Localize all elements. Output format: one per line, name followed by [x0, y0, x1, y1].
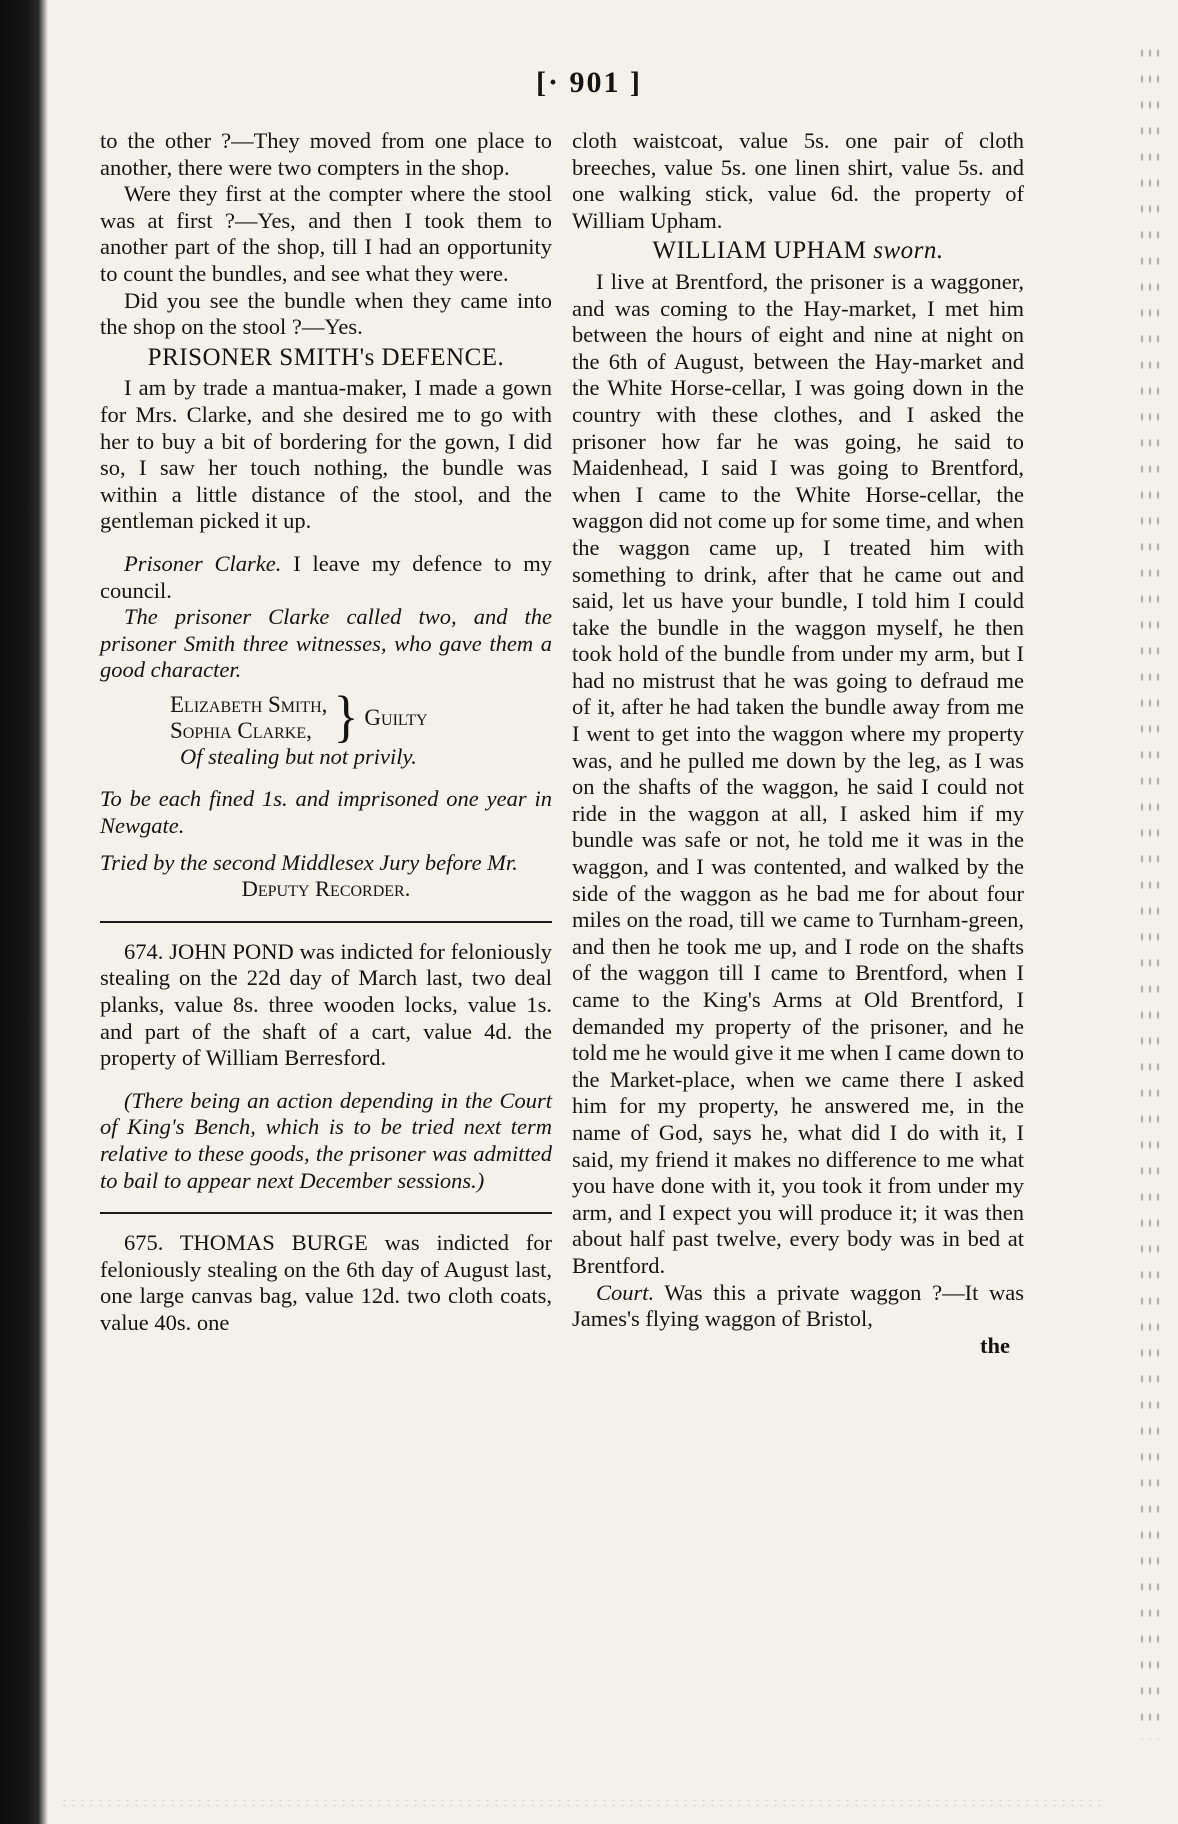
paragraph [100, 551, 552, 604]
paragraph: to the other ?—They moved from one place to another, there were two compters in the shop. [100, 128, 552, 180]
paragraph: I am by trade a mantua-maker, I made a gown for Mrs. Clarke, and she desired me to go with her to buy a bit of bordering for the gown, I did so, I saw her touch nothing, the bundle was within a little distance of the stool, and the gentleman picked it up. [100, 375, 552, 534]
page-edge-marks [1138, 40, 1160, 1740]
section-heading: PRISONER SMITH's DEFENCE. [147, 343, 505, 371]
right-column [572, 128, 1024, 1359]
case-674-note: (There being an action depending in the Court of King's Bench, which is to be tried next term relative to these goods, the prisoner was admitted to bail to appear next December sessions.) [100, 1087, 552, 1193]
speech-text: I leave my defence to my council. [100, 550, 552, 603]
paragraph: Were they first at the compter where the stool was at first ?—Yes, and then I took them to another part of the shop, till I had an opportunity to count the bundles, and see what they were. [100, 181, 552, 286]
jury-line: Tried by the second Middlesex Jury before Mr. [100, 849, 518, 875]
defendant-name: Elizabeth Smith, [170, 691, 328, 717]
case-674: 674. JOHN POND was indicted for feloniously stealing on the 22d day of March last, two deal planks, value 8s. three wooden locks, value 1s. and part of the shaft of a cart, value 4d. the property of William Berresford. [100, 938, 552, 1071]
speaker-label: Court. [596, 1279, 655, 1305]
page-number: [· 901 ] [536, 66, 642, 99]
paragraph: cloth waistcoat, value 5s. one pair of cloth breeches, value 5s. one linen shirt, value 5s. and one walking stick, value 6d. the property of William Upham. [572, 128, 1024, 233]
section-rule [100, 1212, 552, 1214]
testimony: I live at Brentford, the prisoner is a waggoner, and was coming to the Hay-market, I met him between the hours of eight and nine at night on the 6th of August, between the Hay-market and the White Horse-cellar, I was going down in the country with these clothes, and I asked the prisoner how far he was going, he said to Maidenhead, I said I was going to Brentford, when I came to the White Horse-cellar, the waggon did not come up for some time, and when the waggon came up, I treated him with something to drink, after that he came out and said, let us have your bundle, I told him I could take the bundle in the waggon myself, he then took hold of the bundle from under my arm, but I had no mistrust that he was going to defraud me of it, after he had taken the bundle away from me I went to get into the waggon where my property was, and he pulled me down by the leg, as I was on the shafts of the waggon, he said I could not ride in the waggon at all, I asked him if my bundle was safe or not, he told me it was in the waggon, and I was contented, and walked by the side of the waggon as he bad me for about four miles on the road, till we came to Turnham-green, and then he took me up, and I rode on the shafts of the waggon till I came to Brentford, when I came to the King's Arms at Old Brentford, I demanded my property of the prisoner, and he told me he would give it me when I came down to the Market-place, when we came there I asked him for my property, he answered me, in the name of God, says he, what did I do with it, I said, my friend it makes no difference to me what you have done with it, you took it from under my arm, and I expect you will produce it; it was then about half past twelve, every body was in bed at Brentford. [572, 268, 1024, 1278]
paragraph [572, 1280, 1024, 1333]
defendant-name: Sophia Clarke, [170, 717, 312, 743]
catchword: the [980, 1332, 1010, 1358]
section-rule [100, 921, 552, 923]
brace-glyph: } [333, 685, 359, 749]
sentence-text: To be each fined 1s. and imprisoned one year in Newgate. [100, 786, 552, 839]
witness-name: WILLIAM UPHAM [652, 237, 867, 265]
witness-heading [572, 238, 1024, 265]
verdict-text: Guilty [364, 704, 428, 730]
sworn-label: sworn. [866, 237, 944, 265]
verdict-block [170, 685, 552, 749]
witness-note: The prisoner Clarke called two, and the prisoner Smith three witnesses, who gave them a good character. [100, 604, 552, 683]
scan-noise [60, 1798, 1100, 1810]
case-675: 675. THOMAS BURGE was indicted for feloniously stealing on the 6th day of August last, one large canvas bag, value 12d. two cloth coats, value 40s. one [100, 1230, 552, 1335]
verdict-qualifier: Of stealing but not privily. [180, 743, 417, 769]
speech-text: Was this a private waggon ?—It was James's flying waggon of Bristol, [572, 1279, 1024, 1332]
paragraph: Did you see the bundle when they came into the shop on the stool ?—Yes. [100, 287, 552, 340]
jury-judge: Deputy Recorder. [241, 876, 411, 902]
speaker-label: Prisoner Clarke. [124, 550, 282, 576]
book-spine-shadow [0, 0, 48, 1824]
left-column [100, 128, 552, 1337]
